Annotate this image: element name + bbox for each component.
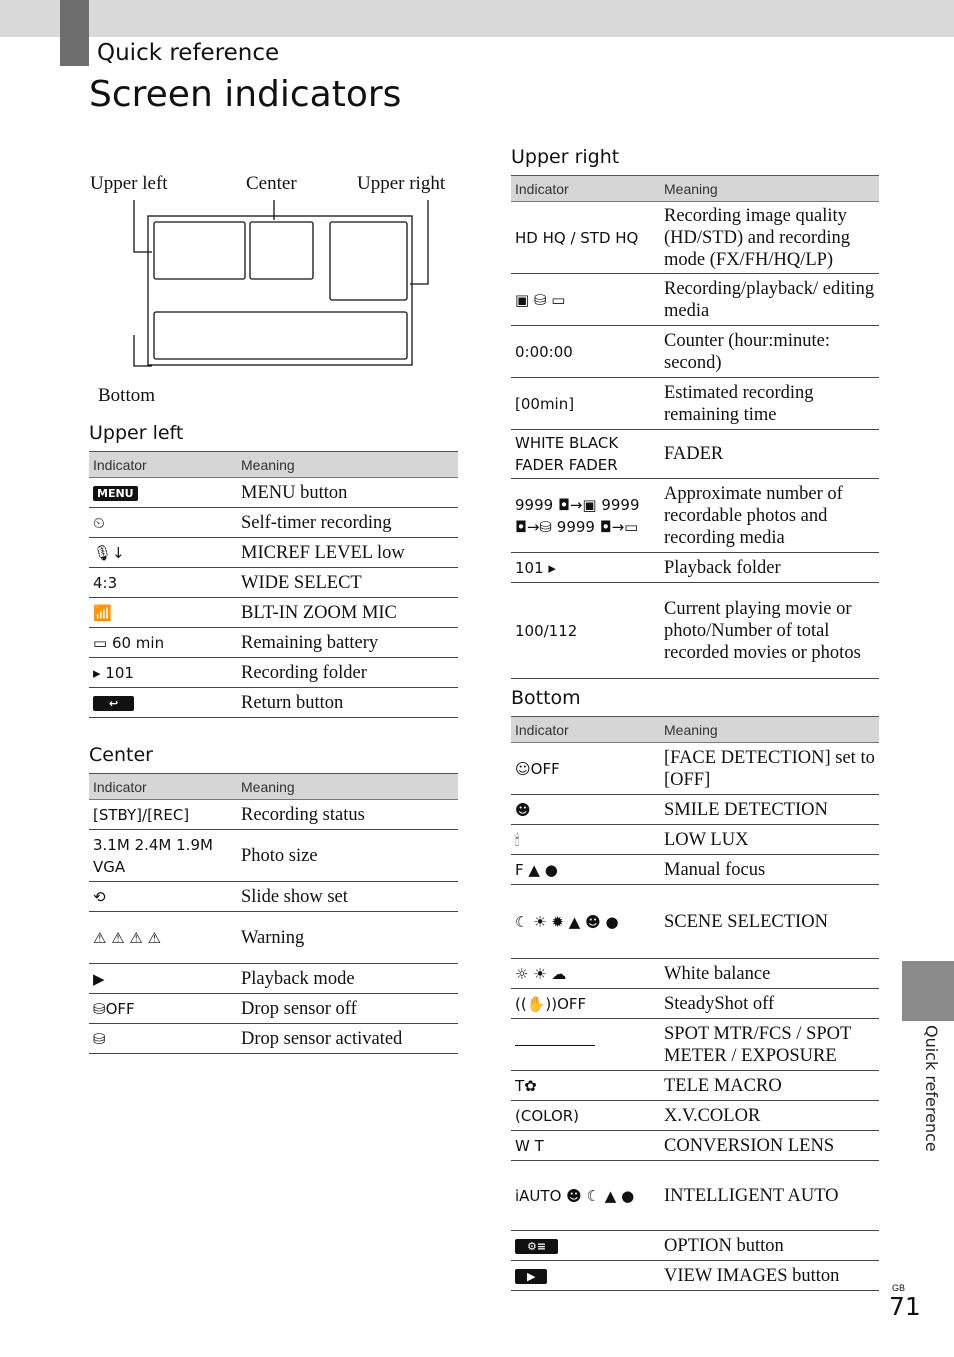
table-row [511, 430, 879, 479]
table-row [511, 855, 879, 885]
meaning-cell: X.V.COLOR [660, 1101, 879, 1131]
meaning-cell: White balance [660, 959, 879, 989]
table-row [89, 658, 458, 688]
indicator-cell: 🕯 [511, 825, 660, 855]
table-row [511, 274, 879, 326]
table-row [89, 964, 458, 994]
center-heading: Center [89, 744, 153, 766]
indicator-cell: ☾ ☀ ✹ ▲ ☻ ● [511, 885, 660, 959]
table-row [511, 1131, 879, 1161]
bottom-table [511, 716, 879, 1291]
indicator-cell: ☺OFF [511, 743, 660, 795]
screen-outline [148, 216, 412, 365]
page-title: Screen indicators [89, 74, 402, 115]
indicator-cell [511, 1231, 660, 1261]
table-row [89, 538, 458, 568]
indicator-cell: (COLOR) [511, 1101, 660, 1131]
view-images-icon: ▶ [515, 1269, 547, 1284]
screen-diagram [88, 170, 468, 415]
indicator-cell: ⛁OFF [89, 994, 237, 1024]
table-row [511, 479, 879, 553]
table-row [89, 628, 458, 658]
indicator-cell: 4:3 [89, 568, 237, 598]
upper-right-area [330, 222, 407, 300]
indicator-cell: T✿ [511, 1071, 660, 1101]
meaning-cell: FADER [660, 430, 879, 479]
indicator-cell: W T [511, 1131, 660, 1161]
indicator-cell: ☻ [511, 795, 660, 825]
table-row [511, 743, 879, 795]
meaning-cell: MICREF LEVEL low [237, 538, 458, 568]
bottom-heading: Bottom [511, 687, 581, 709]
indicator-cell: ((✋))OFF [511, 989, 660, 1019]
meaning-cell: Playback mode [237, 964, 458, 994]
col-indicator: Indicator [89, 452, 237, 478]
meaning-cell: Recording status [237, 800, 458, 830]
indicator-cell: HD HQ / STD HQ [511, 202, 660, 274]
upper-right-heading: Upper right [511, 146, 620, 168]
indicator-cell: ⏲ [89, 508, 237, 538]
table-row [89, 912, 458, 964]
table-row [511, 989, 879, 1019]
table-row [511, 553, 879, 583]
table-row [511, 1161, 879, 1231]
indicator-cell [511, 1019, 660, 1071]
upper-left-table [89, 451, 458, 718]
table-row [511, 1261, 879, 1291]
center-table [89, 773, 458, 1054]
spot-meter-bar-icon [515, 1045, 595, 1046]
col-meaning: Meaning [237, 452, 458, 478]
diagram-label-upper-right: Upper right [357, 173, 446, 194]
meaning-cell: Warning [237, 912, 458, 964]
indicator-cell: ☼ ☀ ☁ [511, 959, 660, 989]
meaning-cell: SPOT MTR/FCS / SPOT METER / EXPOSURE [660, 1019, 879, 1071]
option-icon: ⚙≡ [515, 1239, 558, 1254]
indicator-cell: ⟲ [89, 882, 237, 912]
col-meaning: Meaning [660, 717, 879, 743]
table-row [511, 583, 879, 679]
table-row [89, 508, 458, 538]
meaning-cell: CONVERSION LENS [660, 1131, 879, 1161]
meaning-cell: [FACE DETECTION] set to [OFF] [660, 743, 879, 795]
meaning-cell: TELE MACRO [660, 1071, 879, 1101]
meaning-cell: Playback folder [660, 553, 879, 583]
col-indicator: Indicator [89, 774, 237, 800]
bottom-area [154, 312, 407, 359]
return-icon: ↩ [93, 696, 134, 711]
meaning-cell: Recording/playback/ editing media [660, 274, 879, 326]
indicator-cell: 9999 ◘→▣ 9999 ◘→⛁ 9999 ◘→▭ [511, 479, 660, 553]
indicator-cell: 📶 [89, 598, 237, 628]
section-label: Quick reference [97, 40, 280, 66]
page-number: 71 [889, 1292, 921, 1321]
table-row [89, 1024, 458, 1054]
indicator-cell: [STBY]/[REC] [89, 800, 237, 830]
meaning-cell: Self-timer recording [237, 508, 458, 538]
side-tab [902, 961, 954, 1021]
table-row [89, 568, 458, 598]
upper-left-area [154, 222, 245, 279]
meaning-cell: SCENE SELECTION [660, 885, 879, 959]
indicator-cell: 101 ▸ [511, 553, 660, 583]
table-row [511, 1101, 879, 1131]
side-tab-label: Quick reference [922, 1025, 941, 1152]
table-row [511, 378, 879, 430]
meaning-cell: SteadyShot off [660, 989, 879, 1019]
meaning-cell: MENU button [237, 478, 458, 508]
meaning-cell: Photo size [237, 830, 458, 882]
meaning-cell: Remaining battery [237, 628, 458, 658]
meaning-cell: SMILE DETECTION [660, 795, 879, 825]
indicator-cell [89, 688, 237, 718]
table-row [511, 1019, 879, 1071]
table-row [511, 825, 879, 855]
table-row [89, 800, 458, 830]
table-row [511, 885, 879, 959]
meaning-cell: Recording folder [237, 658, 458, 688]
table-row [89, 882, 458, 912]
table-row [89, 688, 458, 718]
indicator-cell: 3.1M 2.4M 1.9M VGA [89, 830, 237, 882]
meaning-cell: Slide show set [237, 882, 458, 912]
region-code: GB [892, 1283, 906, 1293]
indicator-cell: ▸ 101 [89, 658, 237, 688]
indicator-cell: ⚠ ⚠ ⚠ ⚠ [89, 912, 237, 964]
table-row [89, 478, 458, 508]
meaning-cell: Drop sensor off [237, 994, 458, 1024]
indicator-cell [511, 1261, 660, 1291]
indicator-cell [89, 478, 237, 508]
table-row [511, 1231, 879, 1261]
diagram-label-upper-left: Upper left [90, 173, 168, 194]
table-row [89, 598, 458, 628]
diagram-label-center: Center [246, 173, 297, 194]
table-row [89, 994, 458, 1024]
header-block [60, 0, 89, 66]
indicator-cell: 🎙↓ [89, 538, 237, 568]
indicator-cell: ▭ 60 min [89, 628, 237, 658]
meaning-cell: Estimated recording remaining time [660, 378, 879, 430]
table-row [511, 1071, 879, 1101]
menu-icon: MENU [93, 486, 138, 501]
meaning-cell: Return button [237, 688, 458, 718]
indicator-cell: ⛁ [89, 1024, 237, 1054]
upper-left-heading: Upper left [89, 422, 184, 444]
table-row [511, 959, 879, 989]
meaning-cell: Current playing movie or photo/Number of total recorded movies or photos [660, 583, 879, 679]
meaning-cell: Counter (hour:minute: second) [660, 326, 879, 378]
indicator-cell: 100/112 [511, 583, 660, 679]
meaning-cell: OPTION button [660, 1231, 879, 1261]
col-indicator: Indicator [511, 717, 660, 743]
meaning-cell: LOW LUX [660, 825, 879, 855]
meaning-cell: Manual focus [660, 855, 879, 885]
table-row [511, 326, 879, 378]
meaning-cell: Approximate number of recordable photos and recording media [660, 479, 879, 553]
meaning-cell: WIDE SELECT [237, 568, 458, 598]
diagram-frame [88, 170, 468, 415]
indicator-cell: 0:00:00 [511, 326, 660, 378]
indicator-cell: ▶ [89, 964, 237, 994]
meaning-cell: Recording image quality (HD/STD) and recording mode (FX/FH/HQ/LP) [660, 202, 879, 274]
diagram-label-bottom: Bottom [98, 385, 156, 406]
col-meaning: Meaning [237, 774, 458, 800]
indicator-cell: iAUTO ☻ ☾ ▲ ● [511, 1161, 660, 1231]
meaning-cell: Drop sensor activated [237, 1024, 458, 1054]
header-bar [0, 0, 954, 37]
table-row [511, 202, 879, 274]
meaning-cell: BLT-IN ZOOM MIC [237, 598, 458, 628]
indicator-cell: [00min] [511, 378, 660, 430]
indicator-cell: ▣ ⛁ ▭ [511, 274, 660, 326]
center-area [250, 222, 313, 279]
meaning-cell: VIEW IMAGES button [660, 1261, 879, 1291]
col-indicator: Indicator [511, 176, 660, 202]
meaning-cell: INTELLIGENT AUTO [660, 1161, 879, 1231]
col-meaning: Meaning [660, 176, 879, 202]
table-row [511, 795, 879, 825]
indicator-cell: F ▲ ● [511, 855, 660, 885]
upper-right-table [511, 175, 879, 679]
table-row [89, 830, 458, 882]
indicator-cell: WHITE BLACK FADER FADER [511, 430, 660, 479]
